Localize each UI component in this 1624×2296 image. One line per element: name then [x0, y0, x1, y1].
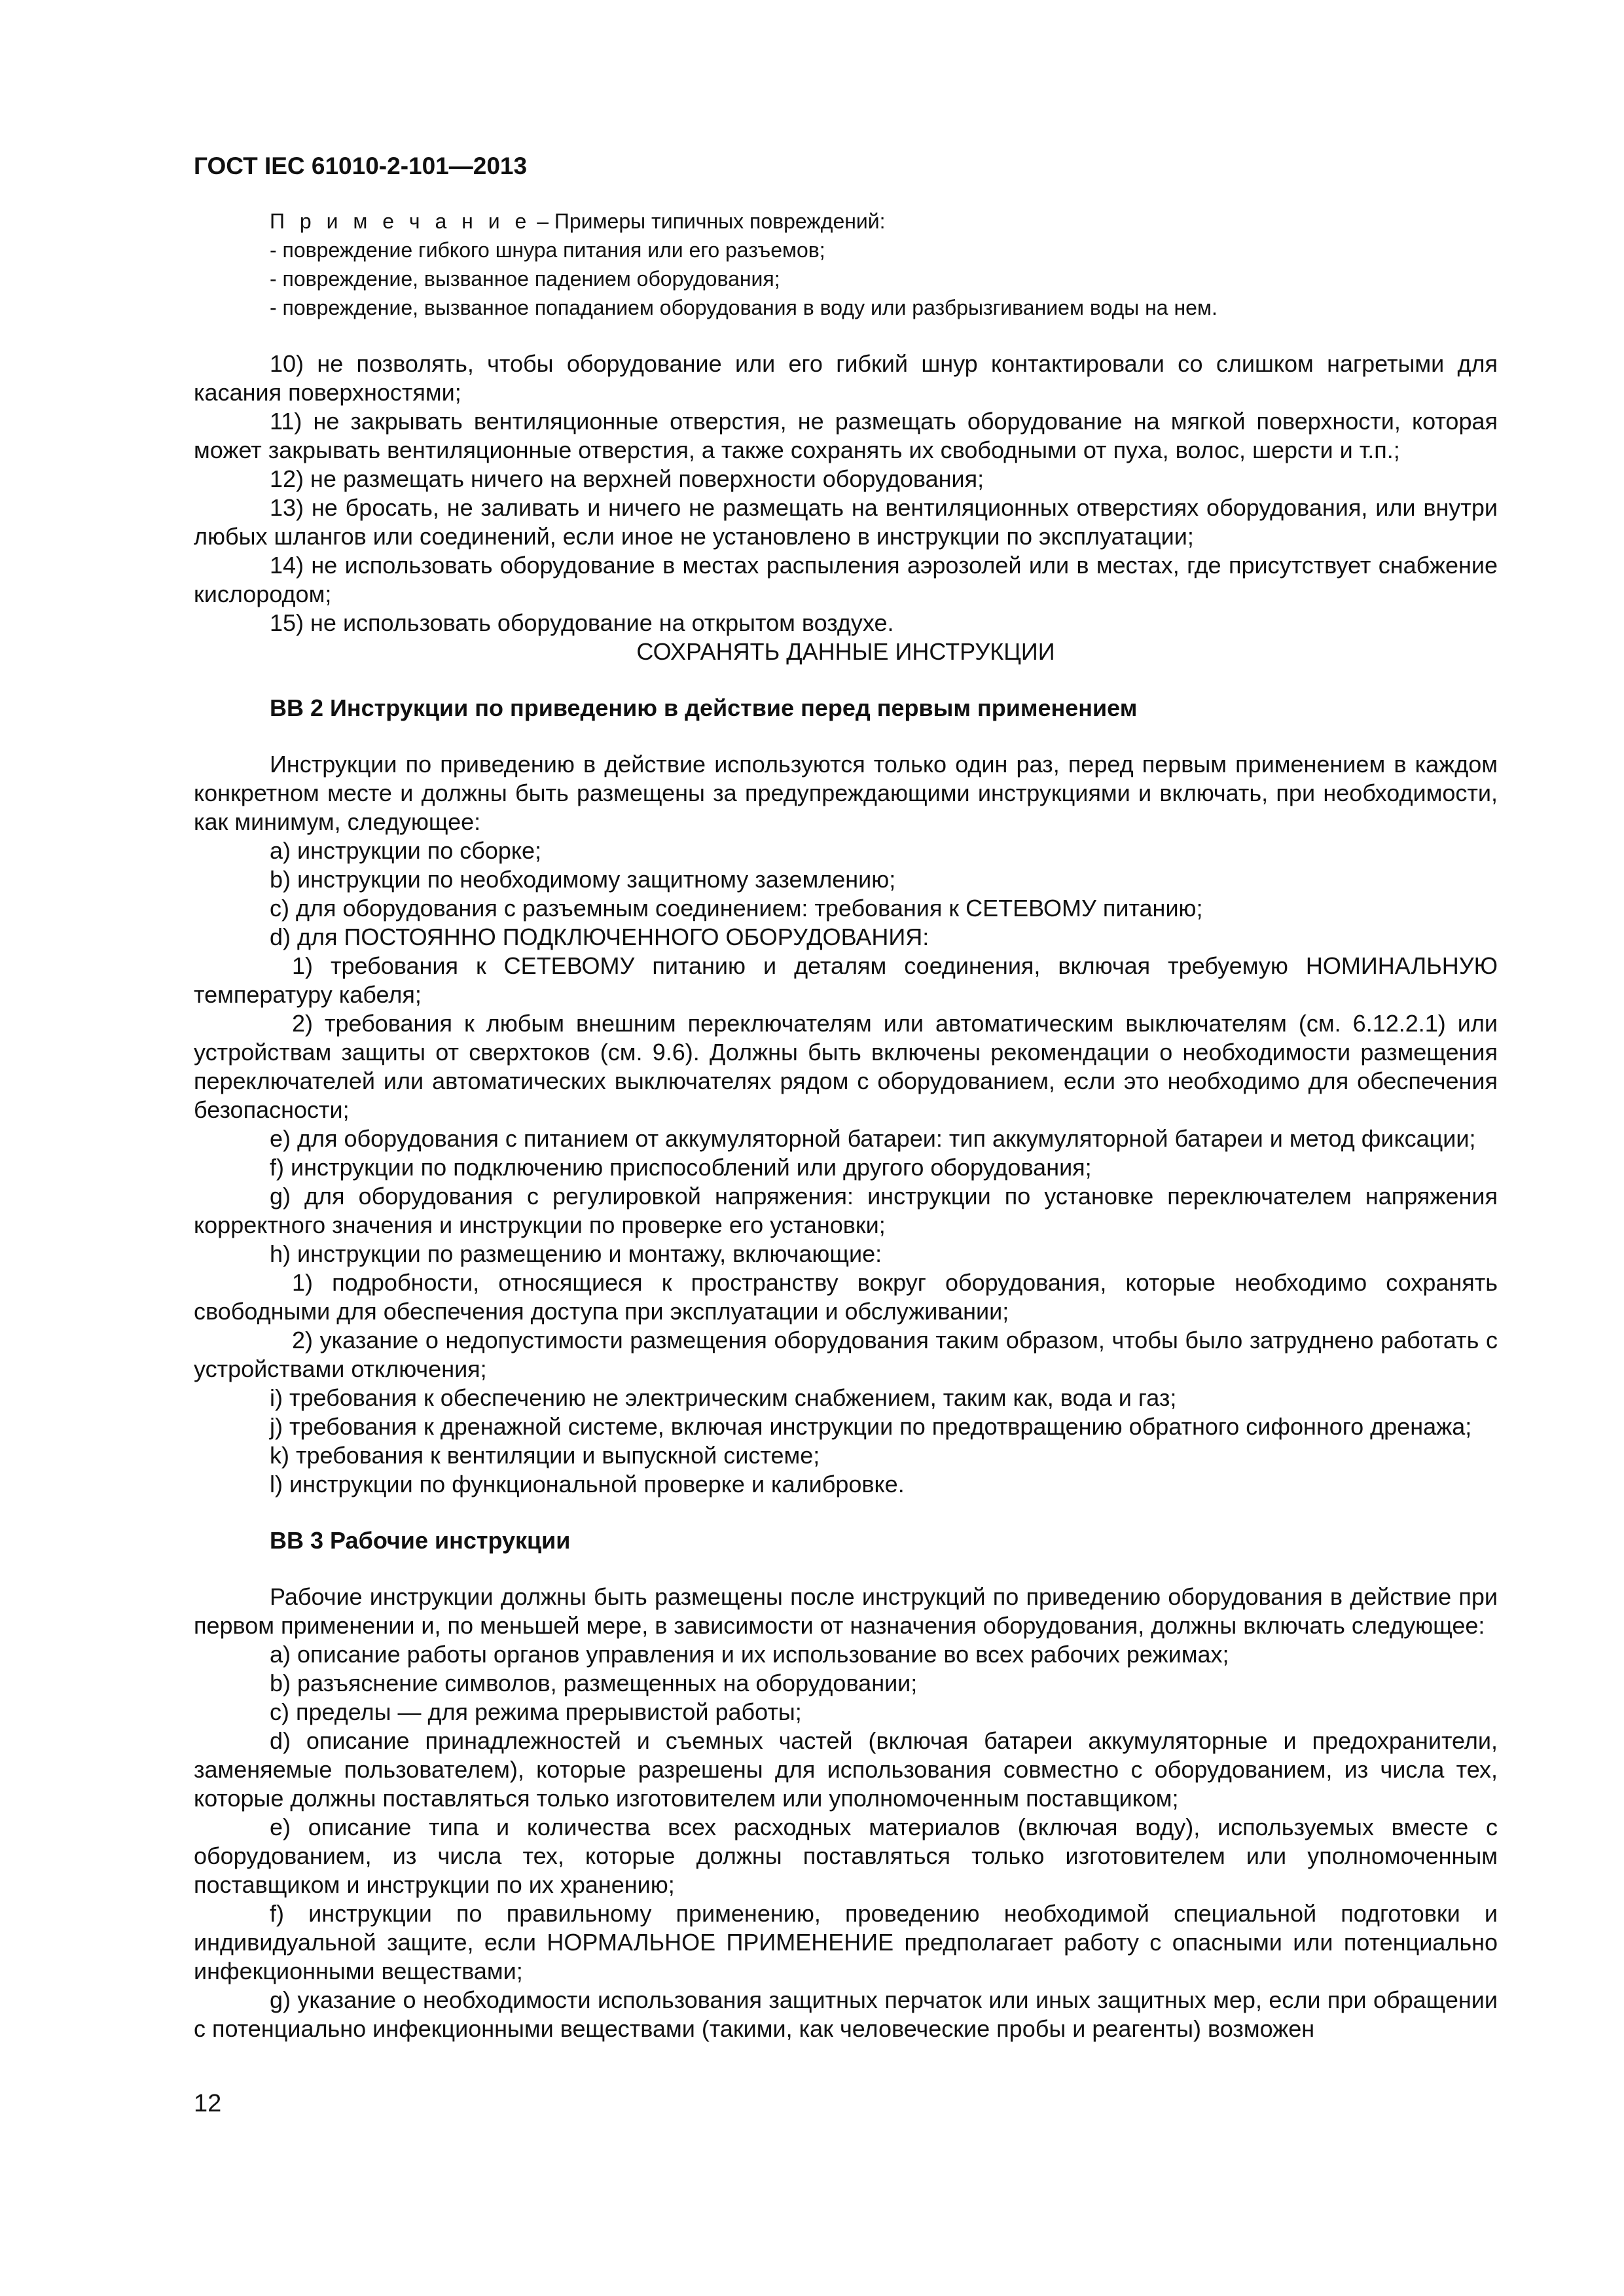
list-item: l) инструкции по функциональной проверке и калибровке.: [270, 1471, 905, 1498]
document-header: ГОСТ IEC 61010-2-101—2013: [194, 152, 528, 179]
list-item: 10) не позволять, чтобы оборудование или его гибкий шнур контактировали со слишком нагретыми для касания поверхностями;: [194, 350, 1498, 406]
section-intro: Рабочие инструкции должны быть размещены после инструкций по приведению оборудования в действие при первом применении и, по меньшей мере, в зависимости от назначения оборудования, должны включать следующее:: [194, 1583, 1498, 1639]
list-item: 15) не использовать оборудование на открытом воздухе.: [270, 609, 894, 636]
page-number: 12: [194, 2090, 222, 2117]
list-item: a) описание работы органов управления и их использование во всех рабочих режимах;: [270, 1641, 1229, 1668]
list-item: 13) не бросать, не заливать и ничего не размещать на вентиляционных отверстиях оборудования, или внутри любых шлангов или соединений, если иное не установлено в инструкции по эксплуатации;: [194, 494, 1498, 550]
list-item: k) требования к вентиляции и выпускной системе;: [270, 1442, 820, 1469]
note-heading: [270, 207, 1498, 236]
list-item: c) для оборудования с разъемным соединением: требования к СЕТЕВОМУ питанию;: [270, 895, 1203, 922]
note-item: - повреждение гибкого шнура питания или его разъемов;: [270, 238, 825, 262]
sub-list-item: 2) указание о недопустимости размещения оборудования таким образом, чтобы было затруднено работать с устройствами отключения;: [194, 1327, 1498, 1382]
note-item: - повреждение, вызванное попаданием оборудования в воду или разбрызгиванием воды на нем.: [270, 296, 1218, 319]
list-item: f) инструкции по правильному применению, проведению необходимой специальной подготовки и индивидуальной защите, если НОРМАЛЬНОЕ ПРИМЕНЕНИЕ предполагает работу с опасными или потенциально инфекционными веществами;: [194, 1900, 1498, 1984]
note-block: [194, 207, 1498, 322]
section-bb3-title: ВВ 3 Рабочие инструкции: [270, 1527, 571, 1554]
document-page: [194, 151, 1498, 2043]
list-item: e) описание типа и количества всех расходных материалов (включая воду), используемых вместе с оборудованием, из числа тех, которые должны поставляться только изготовителем или уполномоченным поставщиком и инструкции по их хранению;: [194, 1814, 1498, 1898]
list-item: c) пределы — для режима прерывистой работы;: [270, 1698, 802, 1725]
list-item: 12) не размещать ничего на верхней поверхности оборудования;: [270, 465, 984, 492]
list-item: a) инструкции по сборке;: [270, 837, 542, 864]
note-item: - повреждение, вызванное падением оборудования;: [270, 267, 780, 291]
section-intro: Инструкции по приведению в действие используются только один раз, перед первым применением в каждом конкретном месте и должны быть размещены за предупреждающими инструкциями и включать, при необходимости, как минимум, следующее:: [194, 751, 1498, 835]
list-item: f) инструкции по подключению приспособлений или другого оборудования;: [270, 1154, 1092, 1181]
note-lead-word: П р и м е ч а н и е: [270, 209, 532, 233]
list-item: d) описание принадлежностей и съемных частей (включая батареи аккумуляторные и предохранители, заменяемые пользователем), которые разрешены для использования совместно с оборудованием, из числа тех, которые должны поставляться только изготовителем или уполномоченным поставщиком;: [194, 1727, 1498, 1812]
list-item: g) для оборудования с регулировкой напряжения: инструкции по установке переключателем напряжения корректного значения и инструкции по проверке его установки;: [194, 1183, 1498, 1238]
note-lead-rest: – Примеры типичных повреждений:: [531, 209, 886, 233]
sub-list-item: 1) требования к СЕТЕВОМУ питанию и деталям соединения, включая требуемую НОМИНАЛЬНУЮ температуру кабеля;: [194, 952, 1498, 1008]
list-item: i) требования к обеспечению не электрическим снабжением, таким как, вода и газ;: [270, 1384, 1177, 1411]
list-item: e) для оборудования с питанием от аккумуляторной батареи: тип аккумуляторной батареи и метод фиксации;: [270, 1125, 1476, 1152]
list-item: b) разъяснение символов, размещенных на оборудовании;: [270, 1670, 918, 1696]
list-item: h) инструкции по размещению и монтажу, включающие:: [270, 1240, 882, 1267]
warning-list: [194, 350, 1498, 637]
list-item: b) инструкции по необходимому защитному заземлению;: [270, 866, 896, 893]
save-instructions-line: СОХРАНЯТЬ ДАННЫЕ ИНСТРУКЦИИ: [636, 638, 1055, 665]
list-item: d) для ПОСТОЯННО ПОДКЛЮЧЕННОГО ОБОРУДОВАНИЯ:: [270, 924, 929, 950]
sub-list-item: 2) требования к любым внешним переключателям или автоматическим выключателям (см. 6.12.2.1) или устройствам защиты от сверхтоков (см. 9.6). Должны быть включены рекомендации о необходимости размещения переключателей или автоматических выключателях рядом с оборудованием, если это необходимо для обеспечения безопасности;: [194, 1010, 1498, 1123]
section-bb3-body: [194, 1583, 1498, 2043]
list-item: j) требования к дренажной системе, включая инструкции по предотвращению обратного сифонного дренажа;: [270, 1413, 1472, 1440]
sub-list-item: 1) подробности, относящиеся к пространству вокруг оборудования, которые необходимо сохранять свободными для обеспечения доступа при эксплуатации и обслуживании;: [194, 1269, 1498, 1325]
section-bb2-title: ВВ 2 Инструкции по приведению в действие перед первым применением: [270, 694, 1138, 721]
list-item: g) указание о необходимости использования защитных перчаток или иных защитных мер, если при обращении с потенциально инфекционными веществами (такими, как человеческие пробы и реагенты) возможен: [194, 1986, 1498, 2042]
list-item: 14) не использовать оборудование в местах распыления аэрозолей или в местах, где присутствует снабжение кислородом;: [194, 552, 1498, 607]
section-bb2-body: [194, 750, 1498, 1499]
list-item: 11) не закрывать вентиляционные отверстия, не размещать оборудование на мягкой поверхности, которая может закрывать вентиляционные отверстия, а также сохранять их свободными от пуха, волос, шерсти и т.п.;: [194, 408, 1498, 463]
